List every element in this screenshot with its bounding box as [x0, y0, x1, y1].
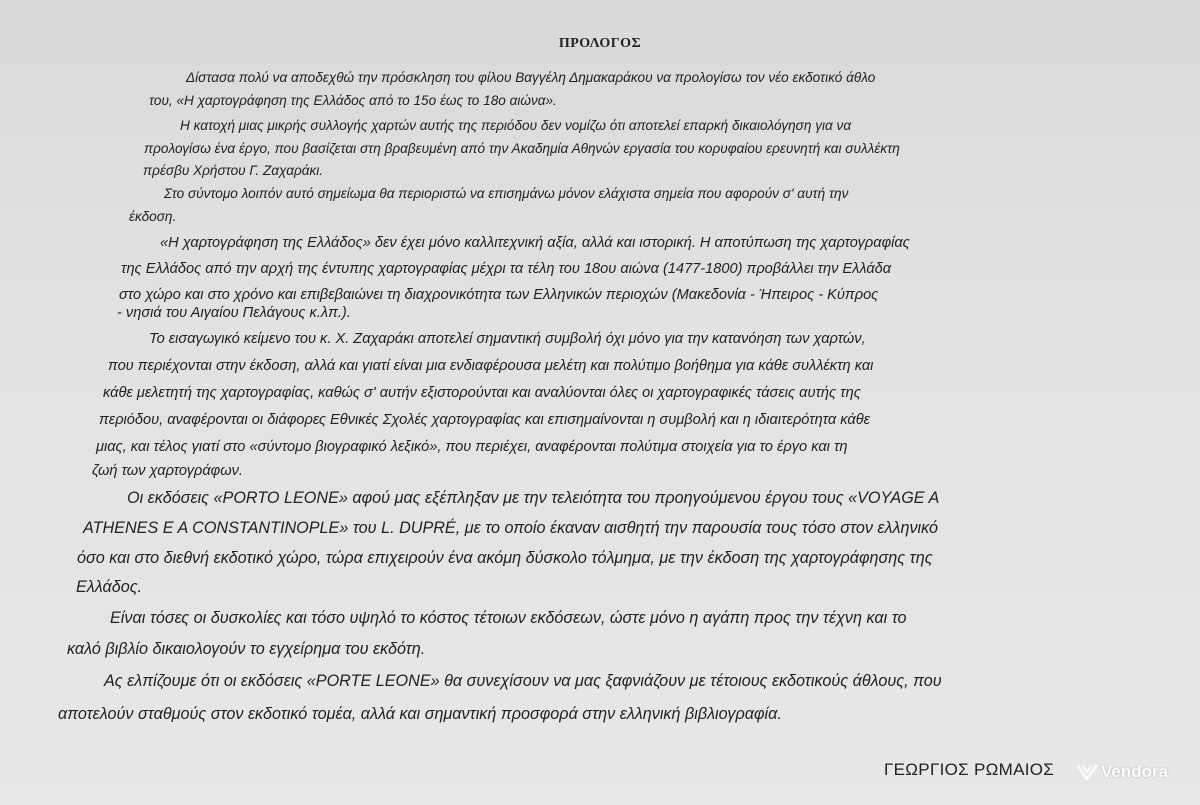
text-line: ζωή των χαρτογράφων. — [92, 463, 243, 479]
watermark-text: Vendora — [1101, 762, 1169, 781]
text-line: Η κατοχή μιας μικρής συλλογής χαρτών αυτής της περιόδου δεν νομίζω ότι αποτελεί επαρκή δικαιολόγηση για να — [180, 118, 852, 133]
text-line: που περιέχονται στην έκδοση, αλλά και γιατί είναι μια ενδιαφέρουσα μελέτη και πολύτιμο βοήθημα για κάθε συλλέκτη και — [108, 358, 874, 374]
text-line: κάθε μελετητή της χαρτογραφίας, καθώς σ' αυτήν εξιστορούνται και αναλύονται όλες οι χαρτογραφικές τάσεις αυτής της — [103, 385, 861, 401]
text-line: καλό βιβλίο δικαιολογούν το εγχείρημα του εκδότη. — [67, 640, 426, 658]
text-line: Ας ελπίζουμε ότι οι εκδόσεις «PORTE LEONE» θα συνεχίσουν να μας ξαφνιάζουν με τέτοιους εκδοτικούς άθλους, που — [104, 672, 942, 690]
text-line: Στο σύντομο λοιπόν αυτό σημείωμα θα περιοριστώ να επισημάνω μόνον ελάχιστα σημεία που αφορούν σ' αυτή την — [164, 186, 849, 201]
text-line: Το εισαγωγικό κείμενο του κ. Χ. Ζαχαράκι αποτελεί σημαντική συμβολή όχι μόνο για την κατανόηση των χαρτών, — [149, 331, 866, 347]
text-line: - νησιά του Αιγαίου Πελάγους κ.λπ.). — [117, 305, 351, 321]
text-line: όσο και στο διεθνή εκδοτικό χώρο, τώρα επιχειρούν ένα ακόμη δύσκολο τόλμημα, με την έκδοση της χαρτογράφησης της — [77, 549, 933, 567]
text-line: μιας, και τέλος γιατί στο «σύντομο βιογραφικό λεξικό», που περιέχει, αναφέρονται πολύτιμα στοιχεία για το έργο και τη — [96, 439, 848, 455]
vendora-logo-icon — [1076, 763, 1098, 781]
text-line: Είναι τόσες οι δυσκολίες και τόσο υψηλό το κόστος τέτοιων εκδόσεων, ώστε μόνο η αγάπη προς την τέχνη και το — [110, 609, 907, 627]
text-line: στο χώρο και στο χρόνο και επιβεβαιώνει τη διαχρονικότητα των Ελληνικών περιοχών (Μακεδονία - Ήπειρος - Κύπρος — [119, 287, 879, 303]
text-line: της Ελλάδος από την αρχή της έντυπης χαρτογραφίας μέχρι τα τέλη του 18ου αιώνα (1477-1800) προβάλλει την Ελλάδα — [121, 261, 892, 277]
text-line: προλογίσω ένα έργο, που βασίζεται στη βραβευμένη από την Ακαδημία Αθηνών εργασία του κορυφαίου ερευνητή και συλλέκτη — [144, 141, 900, 156]
text-line: πρέσβυ Χρήστου Γ. Ζαχαράκι. — [143, 163, 324, 178]
document-title: ΠΡΟΛΟΓΟΣ — [558, 36, 642, 51]
author-signature: ΓΕΩΡΓΙΟΣ ΡΩΜΑΙΟΣ — [884, 760, 1055, 779]
text-line: περιόδου, αναφέρονται οι διάφορες Εθνικές Σχολές χαρτογραφίας και επισημαίνονται η συμβολή και η ιδιαιτερότητα κάθε — [99, 412, 871, 428]
text-line: αποτελούν σταθμούς στον εκδοτικό τομέα, αλλά και σημαντική προσφορά στην ελληνική βιβλιογραφία. — [58, 705, 782, 723]
vendora-watermark — [1076, 762, 1168, 782]
text-line: Ελλάδος. — [76, 578, 143, 596]
text-line: Δίστασα πολύ να αποδεχθώ την πρόσκληση του φίλου Βαγγέλη Δημακαράκου να προλογίσω τον νέο εκδοτικό άθλο — [186, 70, 876, 85]
text-line: «Η χαρτογράφηση της Ελλάδος» δεν έχει μόνο καλλιτεχνική αξία, αλλά και ιστορική. Η αποτύπωση της χαρτογραφίας — [160, 235, 910, 251]
text-line: έκδοση. — [129, 209, 177, 224]
text-line: Οι εκδόσεις «PORTO LEONE» αφού μας εξέπληξαν με την τελειότητα του προηγούμενου έργου τους «VOYAGE A — [127, 489, 940, 507]
text-line: του, «Η χαρτογράφηση της Ελλάδος από το 15ο έως το 18ο αιώνα». — [149, 93, 557, 108]
text-line: ATHENES E A CONSTANTINOPLE» του L. DUPRÉ, με το οποίο έκαναν αισθητή την παρουσία τους τόσο στον ελληνικό — [83, 519, 939, 537]
